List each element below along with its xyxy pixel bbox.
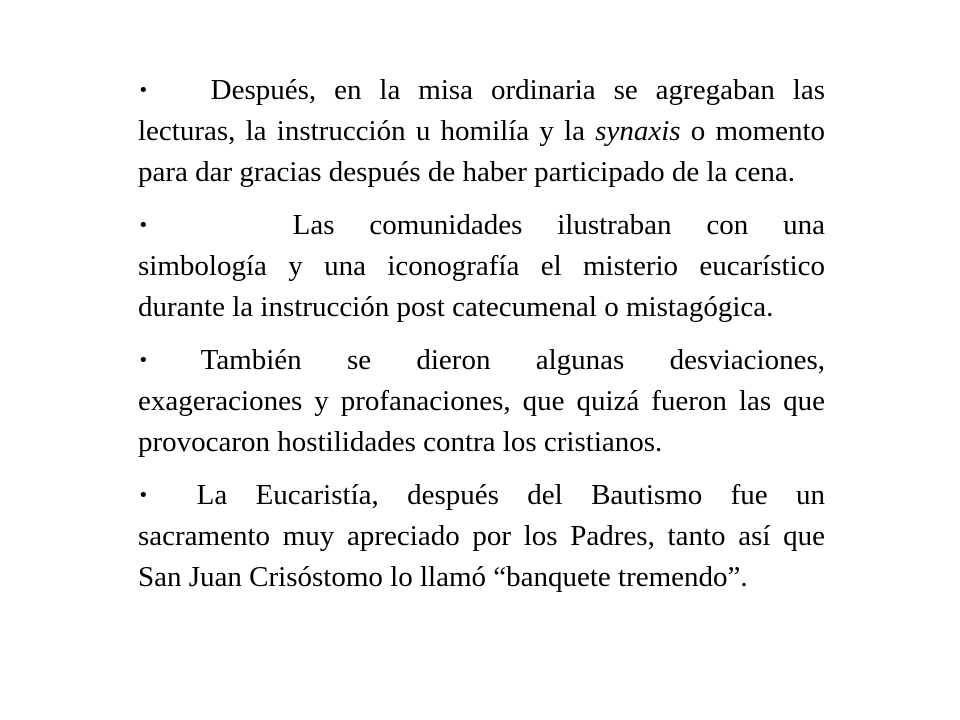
paragraph-4-text: La Eucaristía, después del Bautismo fue un sacramento muy apreciado por los Padres, tanto así que San Juan Crisóstomo lo llamó “banquete tremendo”. <box>138 479 825 593</box>
paragraph-1-text-end: o momento para dar gracias después de haber participado de la cena. <box>138 115 825 188</box>
bullet-paragraph-2 <box>138 205 825 328</box>
bullet-icon: • <box>138 215 149 236</box>
paragraph-1-text-start: Después, en la misa ordinaria se agregaban las lecturas, la instrucción u homilía y la <box>138 74 825 147</box>
bullet-icon: • <box>138 350 149 371</box>
bullet-paragraph-4 <box>138 475 825 598</box>
paragraph-2-text: Las comunidades ilustraban con una simbología y una iconografía el misterio eucarístico durante la instrucción post catecumenal o mistagógica. <box>138 209 825 323</box>
paragraph-3-text: También se dieron algunas desviaciones, exageraciones y profanaciones, que quizá fueron las que provocaron hostilidades contra los cristianos. <box>138 344 825 458</box>
bullet-paragraph-1 <box>138 70 825 193</box>
bullet-paragraph-3 <box>138 340 825 463</box>
paragraph-1-italic-term: synaxis <box>595 115 681 147</box>
bullet-icon: • <box>138 485 149 506</box>
bullet-icon: • <box>138 80 149 101</box>
bullet-list <box>138 70 825 610</box>
